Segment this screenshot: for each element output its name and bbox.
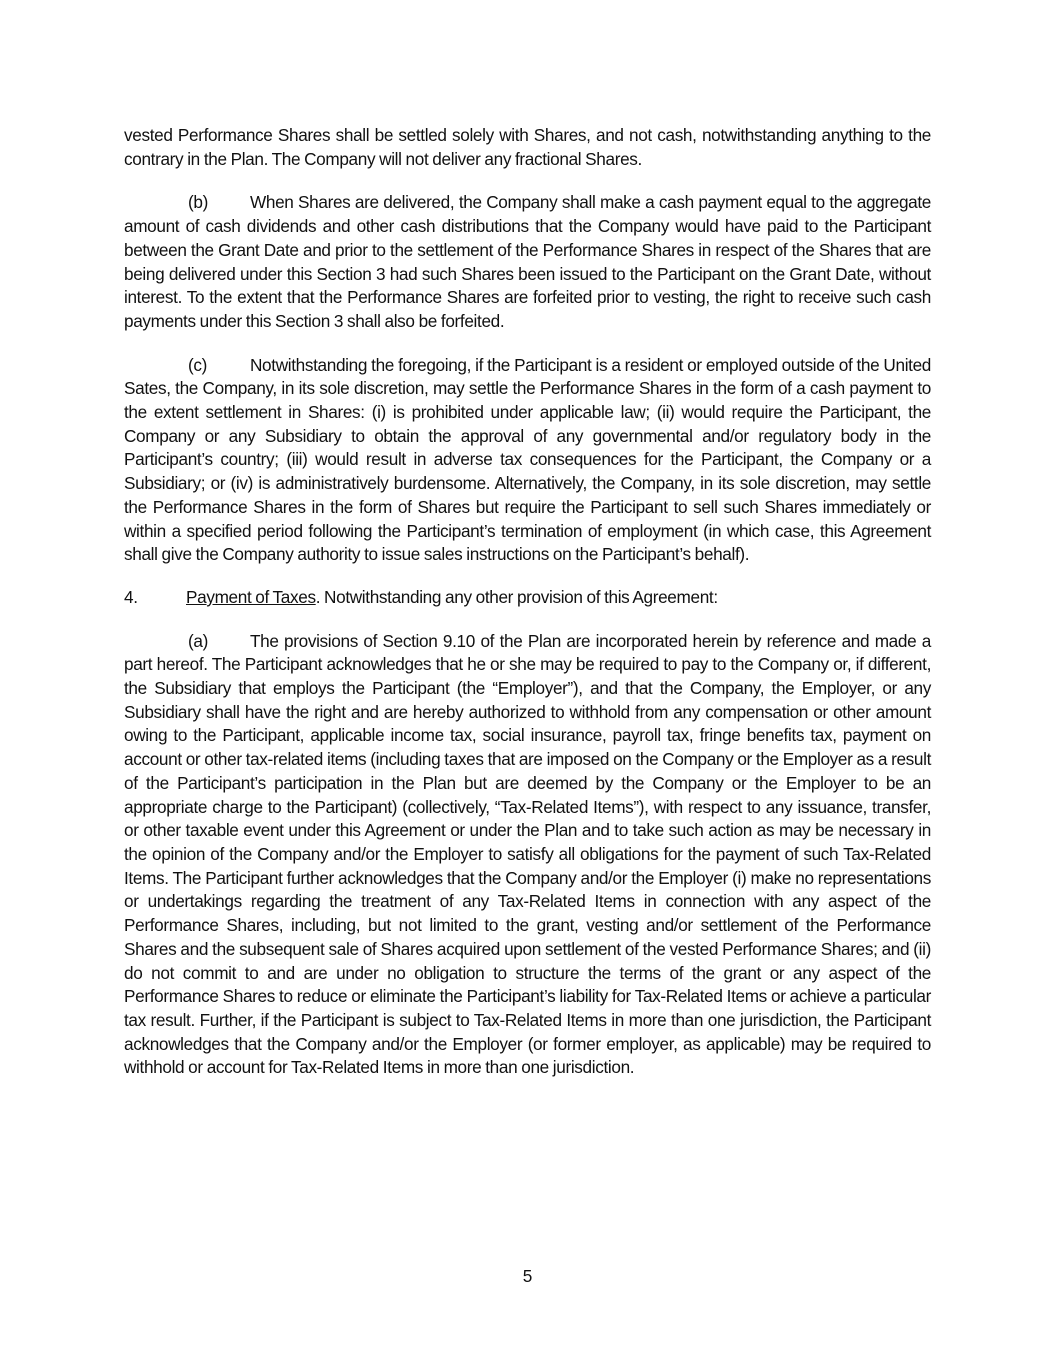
paragraph-text: When Shares are delivered, the Company shall make a cash payment equal to the aggregate amount of cash dividends and other cash distributions that the Company would have paid to the Participant between the Grant Date and prior to the settlement of the Performance Shares in respect of the Shares that are being delivered under this Section 3 had such Shares been issued to the Participant on the Grant Date, without interest. To the extent that the Performance Shares are forfeited prior to vesting, the right to receive such cash payments under this Section 3 shall also be forfeited. bbox=[124, 192, 931, 331]
paragraph-text: The provisions of Section 9.10 of the Plan are incorporated herein by reference and made a part hereof. The Participant acknowledges that he or she may be required to pay to the Company or, if different, the Subsidiary that employs the Participant (the “Employer”), and that the Company, the Employer, or any Subsidiary shall have the right and are hereby authorized to withhold from any compensation or other amount owing to the Participant, applicable income tax, social insurance, payroll tax, fringe benefits tax, payment on account or other tax-related items (including taxes that are imposed on the Company or the Employer as a result of the Participant’s participation in the Plan but are deemed by the Company or the Employer to be an appropriate charge to the Participant) (collectively, “Tax-Related Items”), with respect to any issuance, transfer, or other taxable event under this Agreement or under the Plan and to take such action as may be necessary in the opinion of the Company and/or the Employer to satisfy all obligations for the payment of such Tax-Related Items. The Participant further acknowledges that the Company and/or the Employer (i) make no representations or undertakings regarding the treatment of any Tax-Related Items in connection with any aspect of the Performance Shares, including, but not limited to the grant, vesting and/or settlement of the Performance Shares and the subsequent sale of Shares acquired upon settlement of the vested Performance Shares; and (ii) do not commit to and are under no obligation to structure the terms of the grant or any aspect of the Performance Shares to reduce or eliminate the Participant’s liability for Tax-Related Items or achieve a particular tax result. Further, if the Participant is subject to Tax-Related Items in more than one jurisdiction, the Participant acknowledges that the Company and/or the Employer (or former employer, as applicable) may be required to withhold or account for Tax-Related Items in more than one jurisdiction. bbox=[124, 630, 931, 1078]
paragraph-continuation: vested Performance Shares shall be settled solely with Shares, and not cash, notwithstanding anything to the contrary in the Plan. The Company will not deliver any fractional Shares. bbox=[124, 125, 931, 169]
section-4-heading bbox=[124, 586, 931, 610]
paragraph-3c bbox=[124, 354, 931, 567]
section-title: Payment of Taxes bbox=[186, 586, 316, 607]
paragraph-3b bbox=[124, 191, 931, 333]
page-number: 5 bbox=[522, 1266, 533, 1286]
document-page bbox=[124, 124, 931, 1080]
paragraph-label: (c) bbox=[188, 354, 207, 375]
paragraph-label: (a) bbox=[188, 630, 208, 651]
paragraph-text: Notwithstanding the foregoing, if the Participant is a resident or employed outside of the United Sates, the Company, in its sole discretion, may settle the Performance Shares in the form of a cash payment to the extent settlement in Shares: (i) is prohibited under applicable law; (ii) would require the Participant, the Company or any Subsidiary to obtain the approval of any governmental and/or regulatory body in the Participant’s country; (iii) would result in adverse tax consequences for the Participant, the Company or a Subsidiary; or (iv) is administratively burdensome. Alternatively, the Company, in its sole discretion, may settle the Performance Shares in the form of Shares but require the Participant to sell such Shares immediately or within a specified period following the Participant’s termination of employment (in which case, this Agreement shall give the Company authority to issue sales instructions on the Participant’s behalf). bbox=[124, 354, 931, 565]
section-intro-text: . Notwithstanding any other provision of this Agreement: bbox=[315, 586, 718, 607]
paragraph-label: (b) bbox=[188, 192, 208, 213]
section-number: 4. bbox=[124, 586, 138, 607]
paragraph-4a bbox=[124, 630, 931, 1080]
